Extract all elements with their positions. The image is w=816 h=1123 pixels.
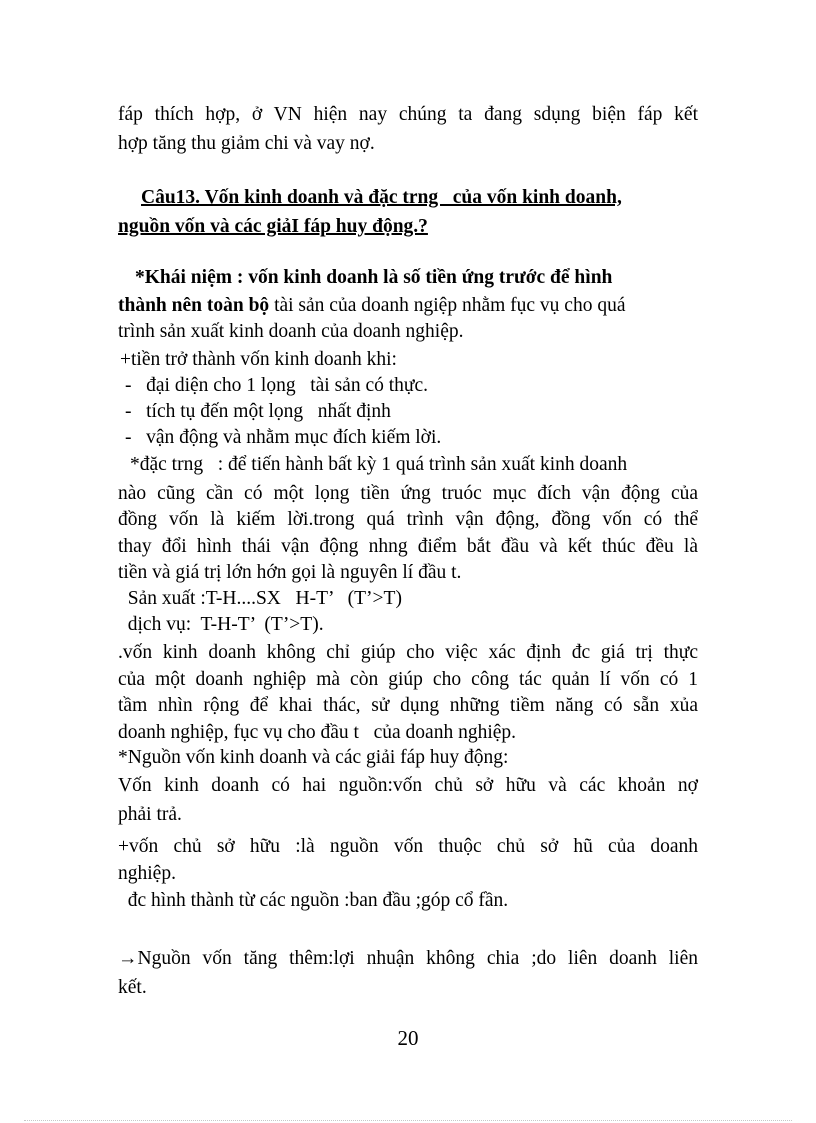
page-bottom-edge xyxy=(24,1120,792,1121)
role-line-1: .vốn kinh doanh không chỉ giúp cho việc xác định đc giá trị thực xyxy=(118,642,698,663)
concept-definition-line-1: *Khái niệm : vốn kinh doanh là số tiền ứng trước để hình xyxy=(135,267,613,288)
role-line-2: của một doanh nghiệp mà còn giúp cho công tác quản lí vốn có 1 xyxy=(118,669,698,690)
section-heading-line-1: Câu13. Vốn kinh doanh và đặc trng của vốn kinh doanh, xyxy=(141,187,622,208)
service-formula: dịch vụ: T-H-T’ (T’>T). xyxy=(118,614,324,635)
additional-capital-line-2: kết. xyxy=(118,977,147,998)
equity-line-1: +vốn chủ sở hữu :là nguồn vốn thuộc chủ sở hũ của doanh xyxy=(118,836,698,857)
characteristic-line-4: thay đổi hình thái vận động nhng điểm bắt đầu và kết thúc đều là xyxy=(118,536,698,557)
characteristic-line-1: *đặc trng : để tiến hành bất kỳ 1 quá trình sản xuất kinh doanh xyxy=(130,454,628,475)
list-item-1: - đại diện cho 1 lọng tài sản có thực. xyxy=(125,375,428,396)
section-heading-line-2: nguồn vốn và các giảI fáp huy động.? xyxy=(118,216,428,237)
concept-definition-line-2 xyxy=(118,294,698,318)
page-number: 20 xyxy=(397,1026,419,1050)
equity-line-3: đc hình thành từ các nguồn :ban đầu ;góp cổ fần. xyxy=(118,890,509,911)
sources-heading: *Nguồn vốn kinh doanh và các giải fáp huy động: xyxy=(118,747,509,768)
role-line-3: tầm nhìn rộng để khai thác, sử dụng những tiềm năng có sẵn xủa xyxy=(118,695,698,716)
characteristic-line-5: tiền và giá trị lớn hớn gọi là nguyên lí đầu t. xyxy=(118,562,462,583)
additional-capital-line-1: →Nguồn vốn tăng thêm:lợi nhuận không chia ;do liên doanh liên xyxy=(118,948,698,969)
equity-line-2: nghiệp. xyxy=(118,863,176,884)
bold-phrase: thành nên toàn bộ xyxy=(118,295,270,316)
body-line-1: fáp thích hợp, ở VN hiện nay chúng ta đang sdụng biện fáp kết xyxy=(118,104,698,125)
list-item-3: - vận động và nhằm mục đích kiếm lời. xyxy=(125,427,442,448)
list-item-2: - tích tụ đến một lọng nhất định xyxy=(125,401,391,422)
role-line-4: doanh nghiệp, fục vụ cho đầu t của doanh nghiệp. xyxy=(118,722,517,743)
sources-line-2: phải trả. xyxy=(118,804,182,825)
concept-definition-line-3: trình sản xuất kinh doanh của doanh nghiệp. xyxy=(118,321,464,342)
body-line-2: hợp tăng thu giảm chi và vay nợ. xyxy=(118,133,375,154)
condition-heading: +tiền trở thành vốn kinh doanh khi: xyxy=(120,349,397,370)
characteristic-line-3: đồng vốn là kiếm lời.trong quá trình vận động, đồng vốn có thể xyxy=(118,509,698,530)
sources-line-1: Vốn kinh doanh có hai nguồn:vốn chủ sở hữu và các khoản nợ xyxy=(118,775,698,796)
regular-phrase: tài sản của doanh ngiệp nhằm fục vụ cho quá xyxy=(269,295,626,316)
characteristic-line-2: nào cũng cần có một lọng tiền ứng truóc mục đích vận động của xyxy=(118,483,698,504)
production-formula: Sản xuất :T-H....SX H-T’ (T’>T) xyxy=(118,588,402,609)
